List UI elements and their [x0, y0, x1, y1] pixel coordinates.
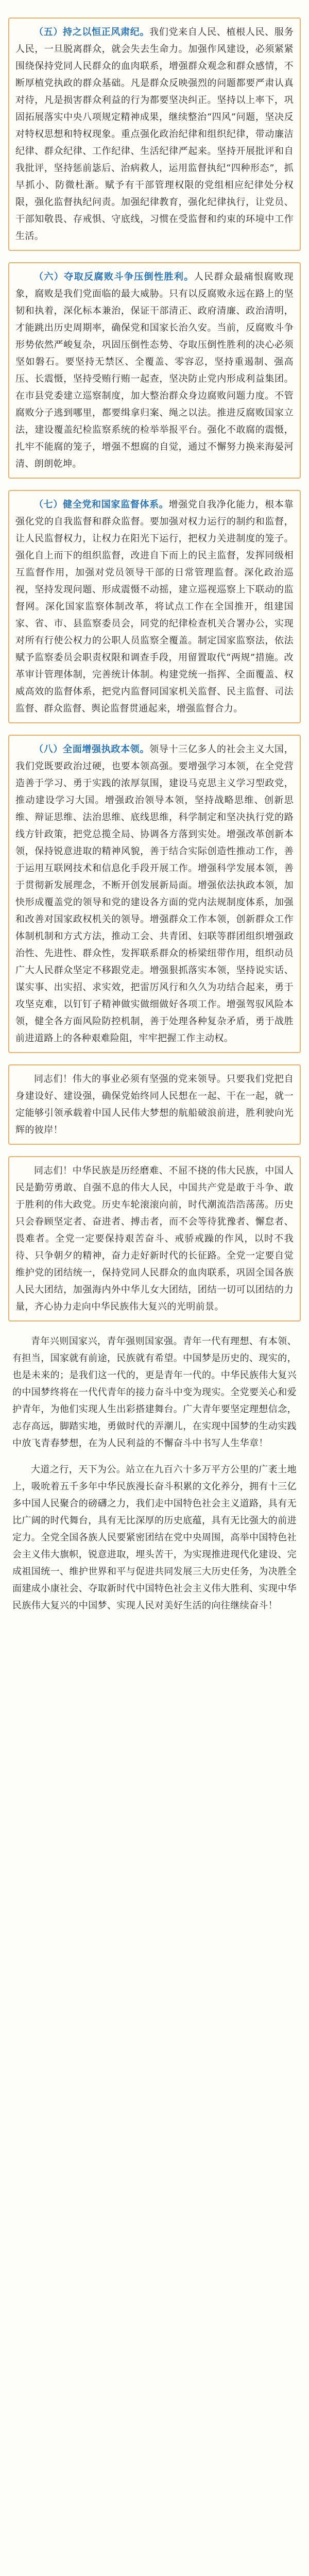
closing-paragraph-1: [15, 1071, 294, 1139]
section-5-paragraph: [15, 24, 294, 245]
section-8-box: [8, 735, 301, 1053]
section-5-body: 我们党来自人民、植根人民、服务人民，一旦脱离群众，就会失去生命力。加强作风建设，必须紧紧围绕保持党同人民群众的血肉联系，增强群众观念和群众感情，不断厚植党执政的群众基础。凡是群众反映强烈的问题都要严肃认真对待，凡是损害群众利益的行为都要坚决纠正。坚持以上率下，巩固拓展落实中央八项规定精神成果，继续整治“四风”问题，坚决反对特权思想和特权现象。重点强化政治纪律和组织纪律，带动廉洁纪律、群众纪律、工作纪律、生活纪律严起来。坚持开展批评和自我批评，坚持惩前毖后、治病救人，运用监督执纪“四种形态”，抓早抓小、防微杜渐。赋予有干部管理权限的党组相应纪律处分权限，强化监督执纪问责。加强纪律教育，强化纪律执行，让党员、干部知敬畏、存戒惧、守底线，习惯在受监督和约束的环境中工作生活。: [15, 27, 294, 242]
section-6-heading: （六）夺取反腐败斗争压倒性胜利。: [34, 272, 194, 282]
section-7-paragraph: [15, 496, 294, 717]
section-6-body: 人民群众最痛恨腐败现象，腐败是我们党面临的最大威胁。只有以反腐败永远在路上的坚韧和执着，深化标本兼治，保证干部清正、政府清廉、政治清明，才能跳出历史周期率，确保党和国家长治久安。当前，反腐败斗争形势依然严峻复杂，巩固压倒性态势、夺取压倒性胜利的决心必须坚如磐石。要坚持无禁区、全覆盖、零容忍，坚持重遏制、强高压、长震慑，坚持受贿行贿一起查，坚决防止党内形成利益集团。在市县党委建立巡察制度，加大整治群众身边腐败问题力度。不管腐败分子逃到哪里，都要缉拿归案、绳之以法。推进反腐败国家立法，建设覆盖纪检监察系统的检举举报平台。强化不敢腐的震慑，扎牢不能腐的笼子，增强不想腐的自觉，通过不懈努力换来海晏河清、朗朗乾坤。: [15, 272, 294, 469]
closing-paragraph-3: 青年兴则国家兴，青年强则国家强。青年一代有理想、有本领、有担当，国家就有前途，民族就有希望。中国梦是历史的、现实的，也是未来的；是我们这一代的，更是青年一代的。中华民族伟大复兴的中国梦终将在一代代青年的接力奋斗中变为现实。全党要关心和爱护青年，为他们实现人生出彩搭建舞台。广大青年要坚定理想信念，志存高远，脚踏实地，勇做时代的弄潮儿，在实现中国梦的生动实践中放飞青春梦想，在为人民利益的不懈奋斗中书写人生华章！: [12, 1336, 297, 1449]
section-6-paragraph: [15, 268, 294, 472]
closing-paragraph-2: [15, 1162, 294, 1315]
closing-box-2: [8, 1156, 301, 1321]
closing-paragraph-2-text: 同志们！中华民族是历经磨难、不屈不挠的伟大民族，中国人民是勤劳勇敢、自强不息的伟大人民，中国共产党是敢于斗争、敢于胜利的伟大政党。历史车轮滚滚向前，时代潮流浩浩荡荡。历史只会眷顾坚定者、奋进者、搏击者，而不会等待犹豫者、懈怠者、畏难者。全党一定要保持艰苦奋斗、戒骄戒躁的作风，以时不我待、只争朝夕的精神，奋力走好新时代的长征路。全党一定要自觉维护党的团结统一，保持党同人民群众的血肉联系，巩固全国各族人民大团结，加强海内外中华儿女大团结，团结一切可以团结的力量，齐心协力走向中华民族伟大复兴的光明前景。: [15, 1165, 294, 1312]
section-7-heading: （七）健全党和国家监督体系。: [34, 499, 169, 510]
closing-paragraph-1-text: 同志们！伟大的事业必须有坚强的党来领导。只要我们党把自身建设好、建设强，确保党始终同人民想在一起、干在一起，就一定能够引领承载着中国人民伟大梦想的航船破浪前进，胜利驶向光辉的彼岸！: [15, 1074, 294, 1136]
section-6-box: [8, 262, 301, 479]
closing-box-1: [8, 1064, 301, 1145]
section-5-box: [8, 18, 301, 251]
section-7-box: [8, 490, 301, 723]
section-8-paragraph: [15, 741, 294, 1047]
section-5-heading: （五）持之以恒正风肃纪。: [34, 27, 150, 38]
closing-plain-section: [8, 1333, 301, 1614]
section-8-body: 领导十三亿多人的社会主义大国，我们党既要政治过硬，也要本领高强。要增强学习本领，在全党营造善于学习、勇于实践的浓厚氛围，建设马克思主义学习型政党，推动建设学习大国。增强政治领导本领，坚持战略思维、创新思维、辩证思维、法治思维、底线思维，科学制定和坚决执行党的路线方针政策，把党总揽全局、协调各方落到实处。增强改革创新本领，保持锐意进取的精神风貌，善于结合实际创造性推动工作，善于运用互联网技术和信息化手段开展工作。增强科学发展本领，善于贯彻新发展理念，不断开创发展新局面。增强依法执政本领，加快形成覆盖党的领导和党的建设各方面的党内法规制度体系，加强和改善对国家政权机关的领导。增强群众工作本领，创新群众工作体制机制和方式方法，推动工会、共青团、妇联等群团组织增强政治性、先进性、群众性，发挥联系群众的桥梁纽带作用，组织动员广大人民群众坚定不移跟党走。增强狠抓落实本领，坚持说实话、谋实事、出实招、求实效，把雷厉风行和久久为功结合起来，勇于攻坚克难，以钉钉子精神做实做细做好各项工作。增强驾驭风险本领，健全各方面风险防控机制，善于处理各种复杂矛盾，勇于战胜前进道路上的各种艰难险阻，牢牢把握工作主动权。: [15, 744, 294, 1044]
section-8-heading: （八）全面增强执政本领。: [34, 744, 150, 755]
section-7-body: 增强党自我净化能力，根本靠强化党的自我监督和群众监督。要加强对权力运行的制约和监督，让人民监督权力，让权力在阳光下运行，把权力关进制度的笼子。强化自上而下的组织监督，改进自下而上的民主监督，发挥同级相互监督作用，加强对党员领导干部的日常管理监督。深化政治巡视，坚持发现问题、形成震慑不动摇，建立巡视巡察上下联动的监督网。深化国家监察体制改革，将试点工作在全国推开，组建国家、省、市、县监察委员会，同党的纪律检查机关合署办公，实现对所有行使公权力的公职人员监察全覆盖。制定国家监察法，依法赋予监察委员会职责权限和调查手段，用留置取代“两规”措施。改革审计管理体制，完善统计体制。构建党统一指挥、全面覆盖、权威高效的监督体系，把党内监督同国家机关监督、民主监督、司法监督、群众监督、舆论监督贯通起来，增强监督合力。: [15, 499, 294, 714]
closing-paragraph-4: 大道之行，天下为公。站立在九百六十多万平方公里的广袤土地上，吸吮着五千多年中华民族漫长奋斗积累的文化养分，拥有十三亿多中国人民聚合的磅礴之力，我们走中国特色社会主义道路，具有无比广阔的时代舞台，具有无比深厚的历史底蕴，具有无比强大的前进定力。全党全国各族人民要紧密团结在党中央周围，高举中国特色社会主义伟大旗帜，锐意进取，埋头苦干，为实现推进现代化建设、完成祖国统一、维护世界和平与促进共同发展三大历史任务，为决胜全面建成小康社会、夺取新时代中国特色社会主义伟大胜利、实现中华民族伟大复兴的中国梦、实现人民对美好生活的向往继续奋斗！: [12, 1464, 297, 1611]
